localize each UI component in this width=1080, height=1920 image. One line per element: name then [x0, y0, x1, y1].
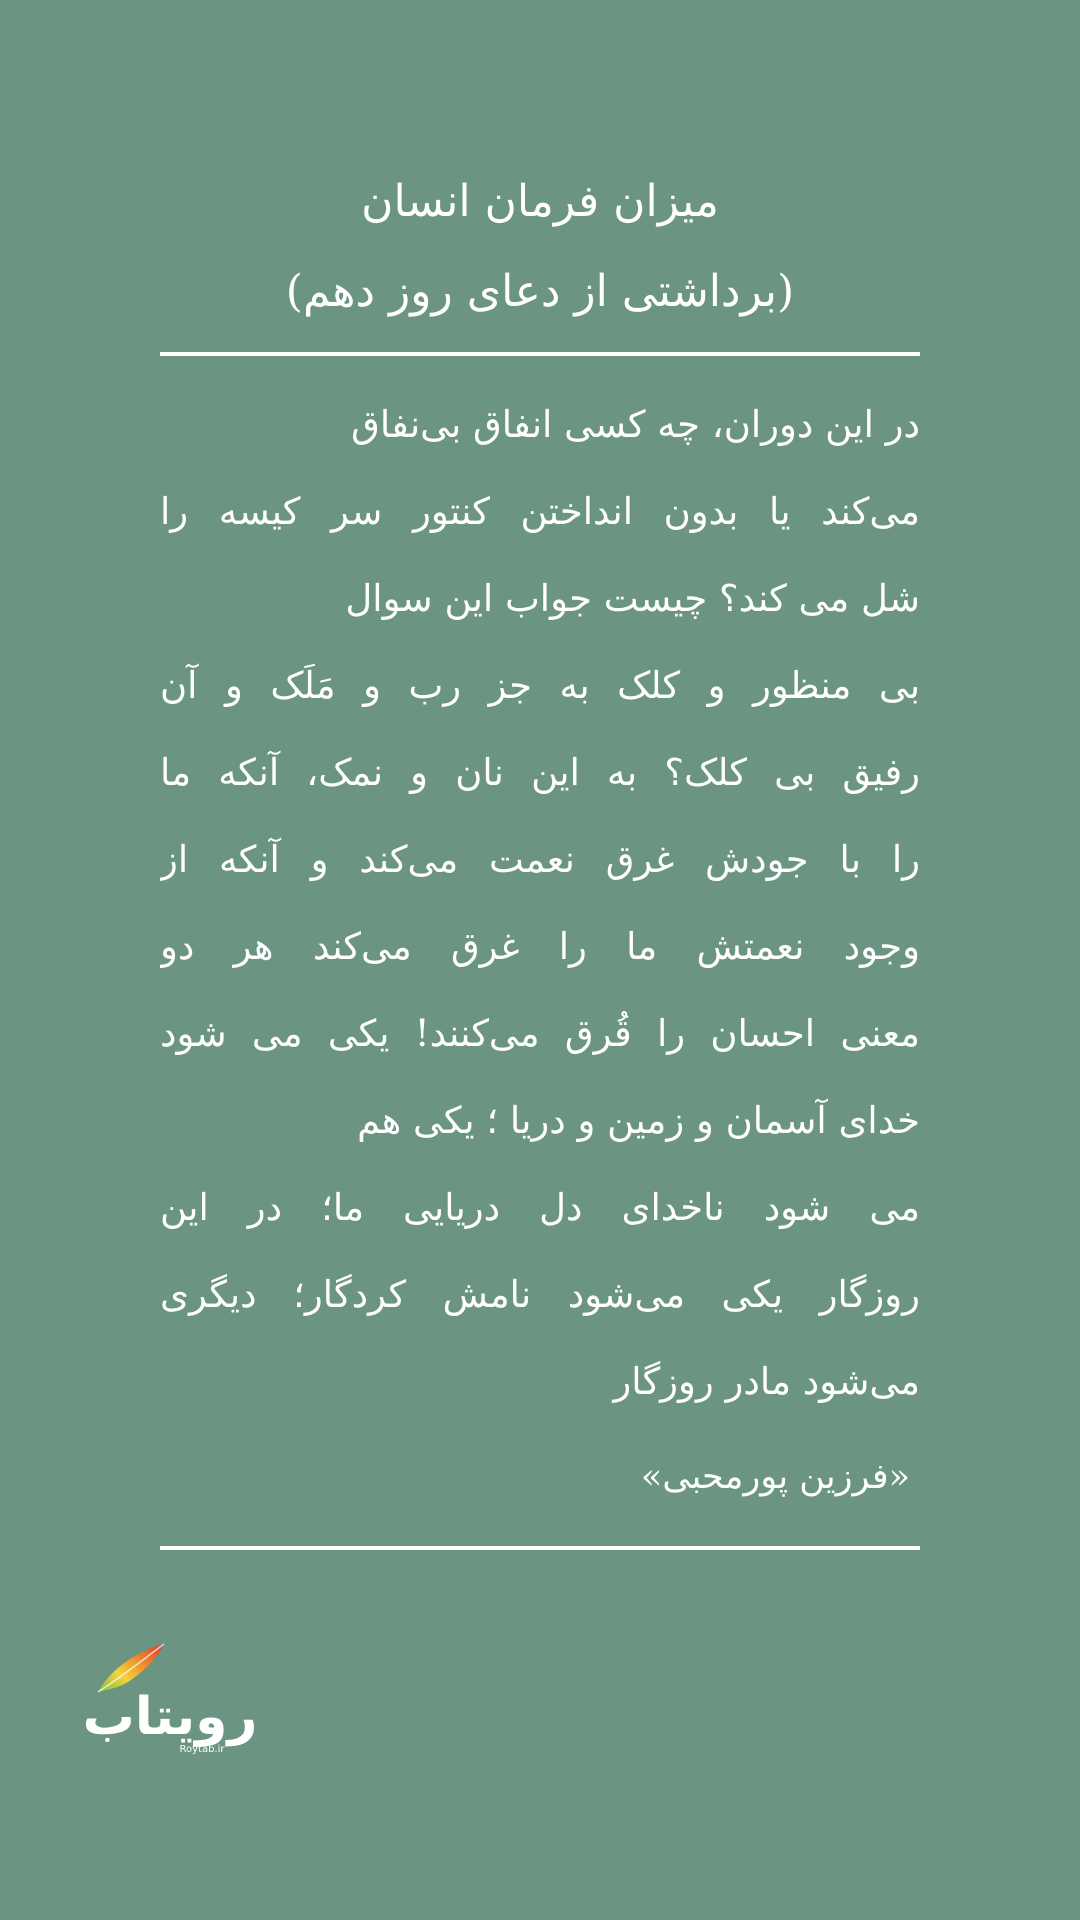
poem-line: شل می کند؟ چیست جواب این سوال: [345, 577, 920, 620]
page-title: میزان فرمان انسان: [361, 176, 719, 227]
poem-line: می‌کند یا بدون انداختن کنتور سر کیسه را: [160, 490, 920, 533]
poem-line: می‌شود مادر روزگار: [613, 1360, 920, 1403]
poem-line: خدای آسمان و زمین و دریا ؛ یکی هم: [357, 1099, 920, 1142]
poem-line: را با جودش غرق نعمت می‌کند و آنکه از: [160, 838, 920, 881]
logo-url: Roytab.ir: [179, 1744, 225, 1755]
author-signature: [160, 1452, 920, 1502]
poem-line: می شود ناخدای دل دریایی ما؛ در این: [160, 1186, 920, 1229]
poem-line: بی منظور و کلک به جز رب و مَلَک و آن: [160, 664, 920, 707]
author-name: «فرزین پورمحبی»: [640, 1457, 910, 1497]
poem-line: رفیق بی کلک؟ به این نان و نمک، آنکه ما: [160, 751, 920, 794]
feather-quill-icon: [98, 1644, 164, 1692]
poem-line: وجود نعمتش ما را غرق می‌کند هر دو: [160, 925, 920, 968]
page-subtitle: (برداشتی از دعای روز دهم): [285, 266, 795, 317]
poem-line: معنی احسان را قُرق می‌کنند! یکی می شود: [160, 1012, 920, 1055]
top-divider: [160, 352, 920, 356]
bottom-divider: [160, 1546, 920, 1550]
poem-line: در این دوران، چه کسی انفاق بی‌نفاق: [351, 403, 920, 446]
poem-line: روزگار یکی می‌شود نامش کردگار؛ دیگری: [160, 1273, 920, 1316]
poem-body: [160, 390, 920, 1434]
roytab-logo: [80, 1630, 260, 1760]
logo-wordmark: رویتاب: [82, 1687, 258, 1747]
